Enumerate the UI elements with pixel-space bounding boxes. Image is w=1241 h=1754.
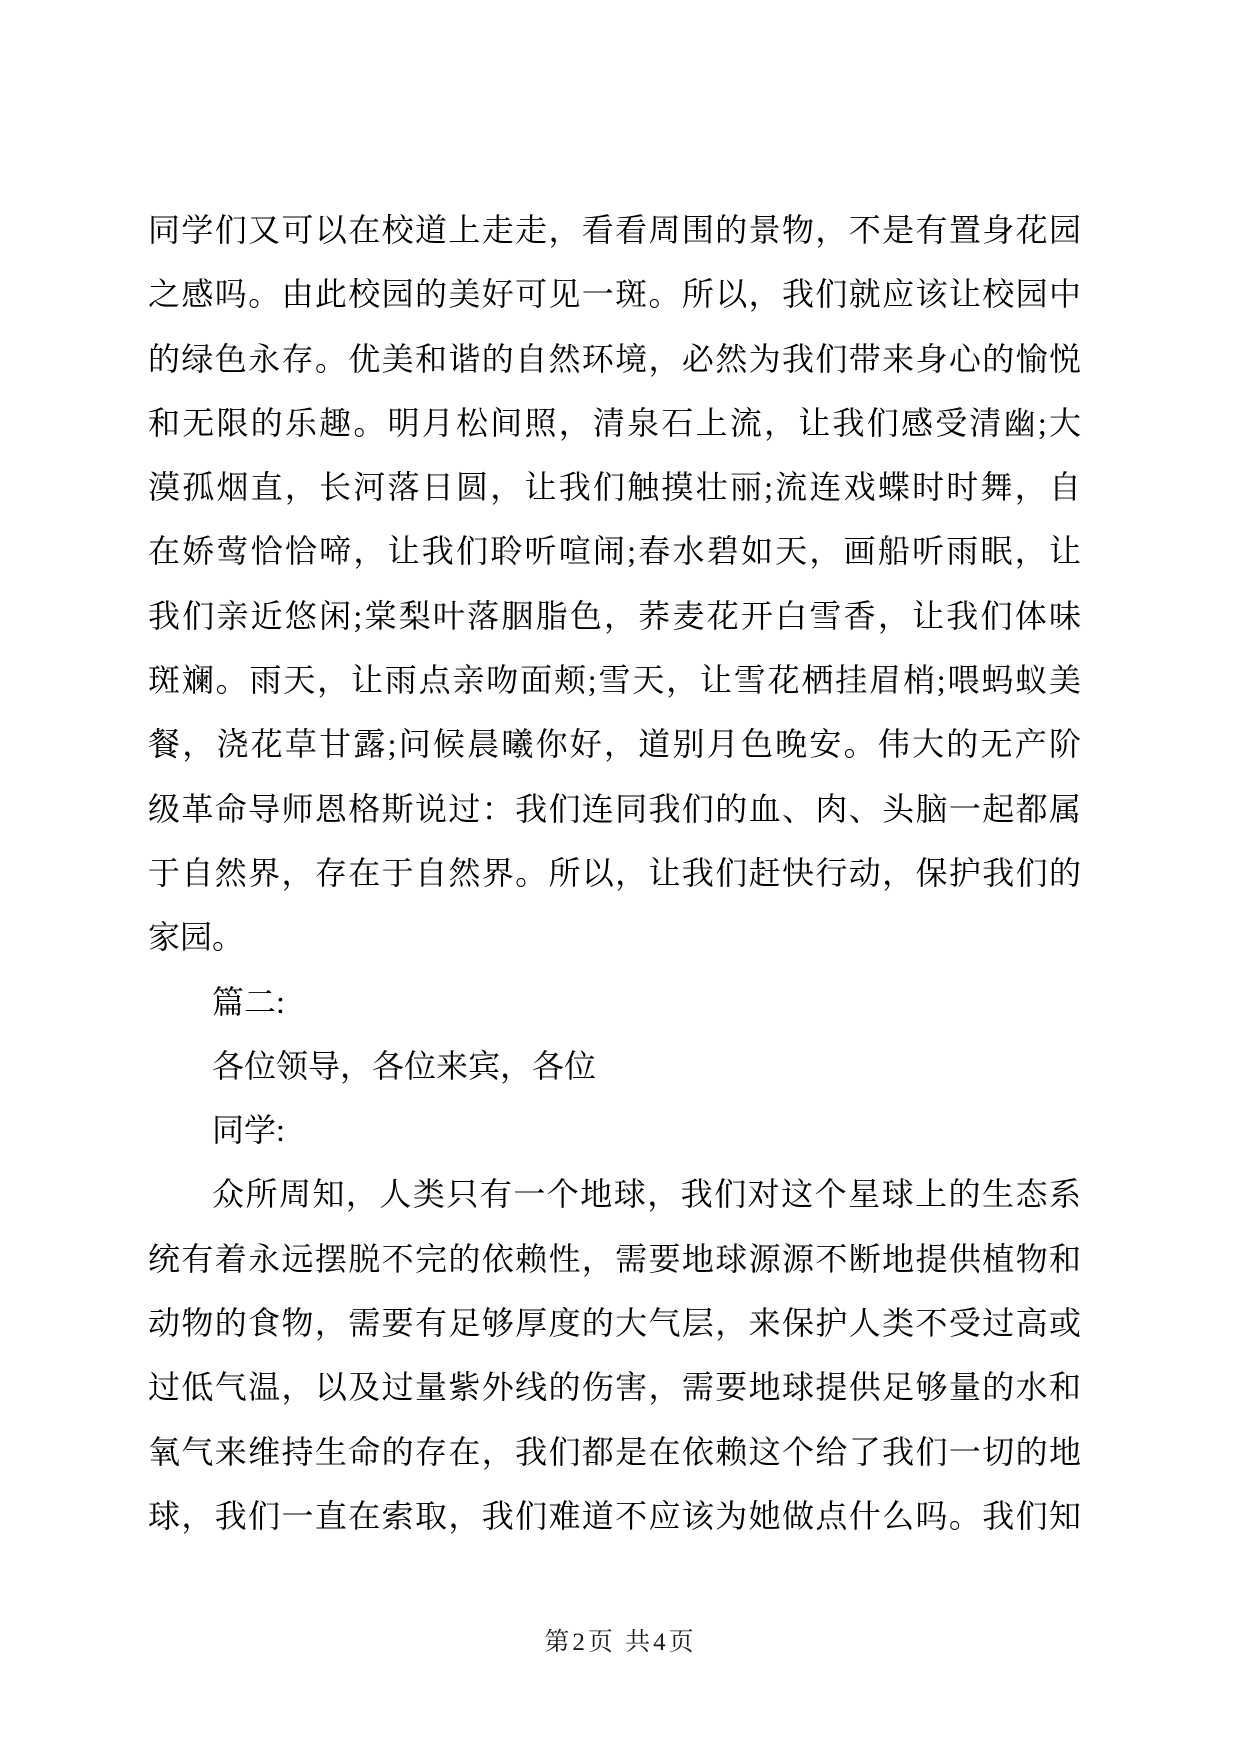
- text-line: 于自然界，存在于自然界。所以，让我们赶快行动，保护我们的: [148, 854, 1081, 891]
- text-line: 过低气温，以及过量紫外线的伤害，需要地球提供足够量的水和: [148, 1369, 1081, 1406]
- text-line: 动物的食物，需要有足够厚度的大气层，来保护人类不受过高或: [148, 1305, 1081, 1342]
- text-line: 在娇莺恰恰啼，让我们聆听喧闹;春水碧如天，画船听雨眠，让: [148, 533, 1081, 570]
- text-line: 我们亲近悠闲;棠梨叶落胭脂色，荞麦花开白雪香，让我们体味: [148, 597, 1081, 634]
- page-footer: [0, 1622, 1241, 1658]
- text-line: 各位领导，各位来宾，各位: [212, 1047, 597, 1084]
- text-line: 氧气来维持生命的存在，我们都是在依赖这个给了我们一切的地: [148, 1433, 1081, 1470]
- text-line: 球，我们一直在索取，我们难道不应该为她做点什么吗。我们知: [148, 1497, 1081, 1534]
- text-line: 众所周知，人类只有一个地球，我们对这个星球上的生态系: [212, 1176, 1081, 1213]
- text-line: 之感吗。由此校园的美好可见一斑。所以，我们就应该让校园中: [148, 276, 1081, 313]
- text-line: 同学们又可以在校道上走走，看看周围的景物，不是有置身花园: [148, 212, 1081, 248]
- text-line: 和无限的乐趣。明月松间照，清泉石上流，让我们感受清幽;大: [148, 404, 1081, 441]
- text-line: 级革命导师恩格斯说过：我们连同我们的血、肉、头脑一起都属: [148, 790, 1081, 827]
- text-line: 同学:: [212, 1112, 285, 1149]
- page-number-label: 第2页 共4页: [544, 1629, 697, 1656]
- text-line: 家园。: [148, 919, 245, 956]
- text-line: 篇二:: [212, 983, 285, 1020]
- text-line: 统有着永远摆脱不完的依赖性，需要地球源源不断地提供植物和: [148, 1240, 1081, 1277]
- document-body: [148, 198, 1081, 1548]
- text-line: 漠孤烟直，长河落日圆，让我们触摸壮丽;流连戏蝶时时舞，自: [148, 469, 1081, 506]
- text-line: 斑斓。雨天，让雨点亲吻面颊;雪天，让雪花栖挂眉梢;喂蚂蚁美: [148, 662, 1081, 699]
- text-line: 的绿色永存。优美和谐的自然环境，必然为我们带来身心的愉悦: [148, 340, 1081, 377]
- text-line: 餐，浇花草甘露;问候晨曦你好，道别月色晚安。伟大的无产阶: [148, 726, 1081, 763]
